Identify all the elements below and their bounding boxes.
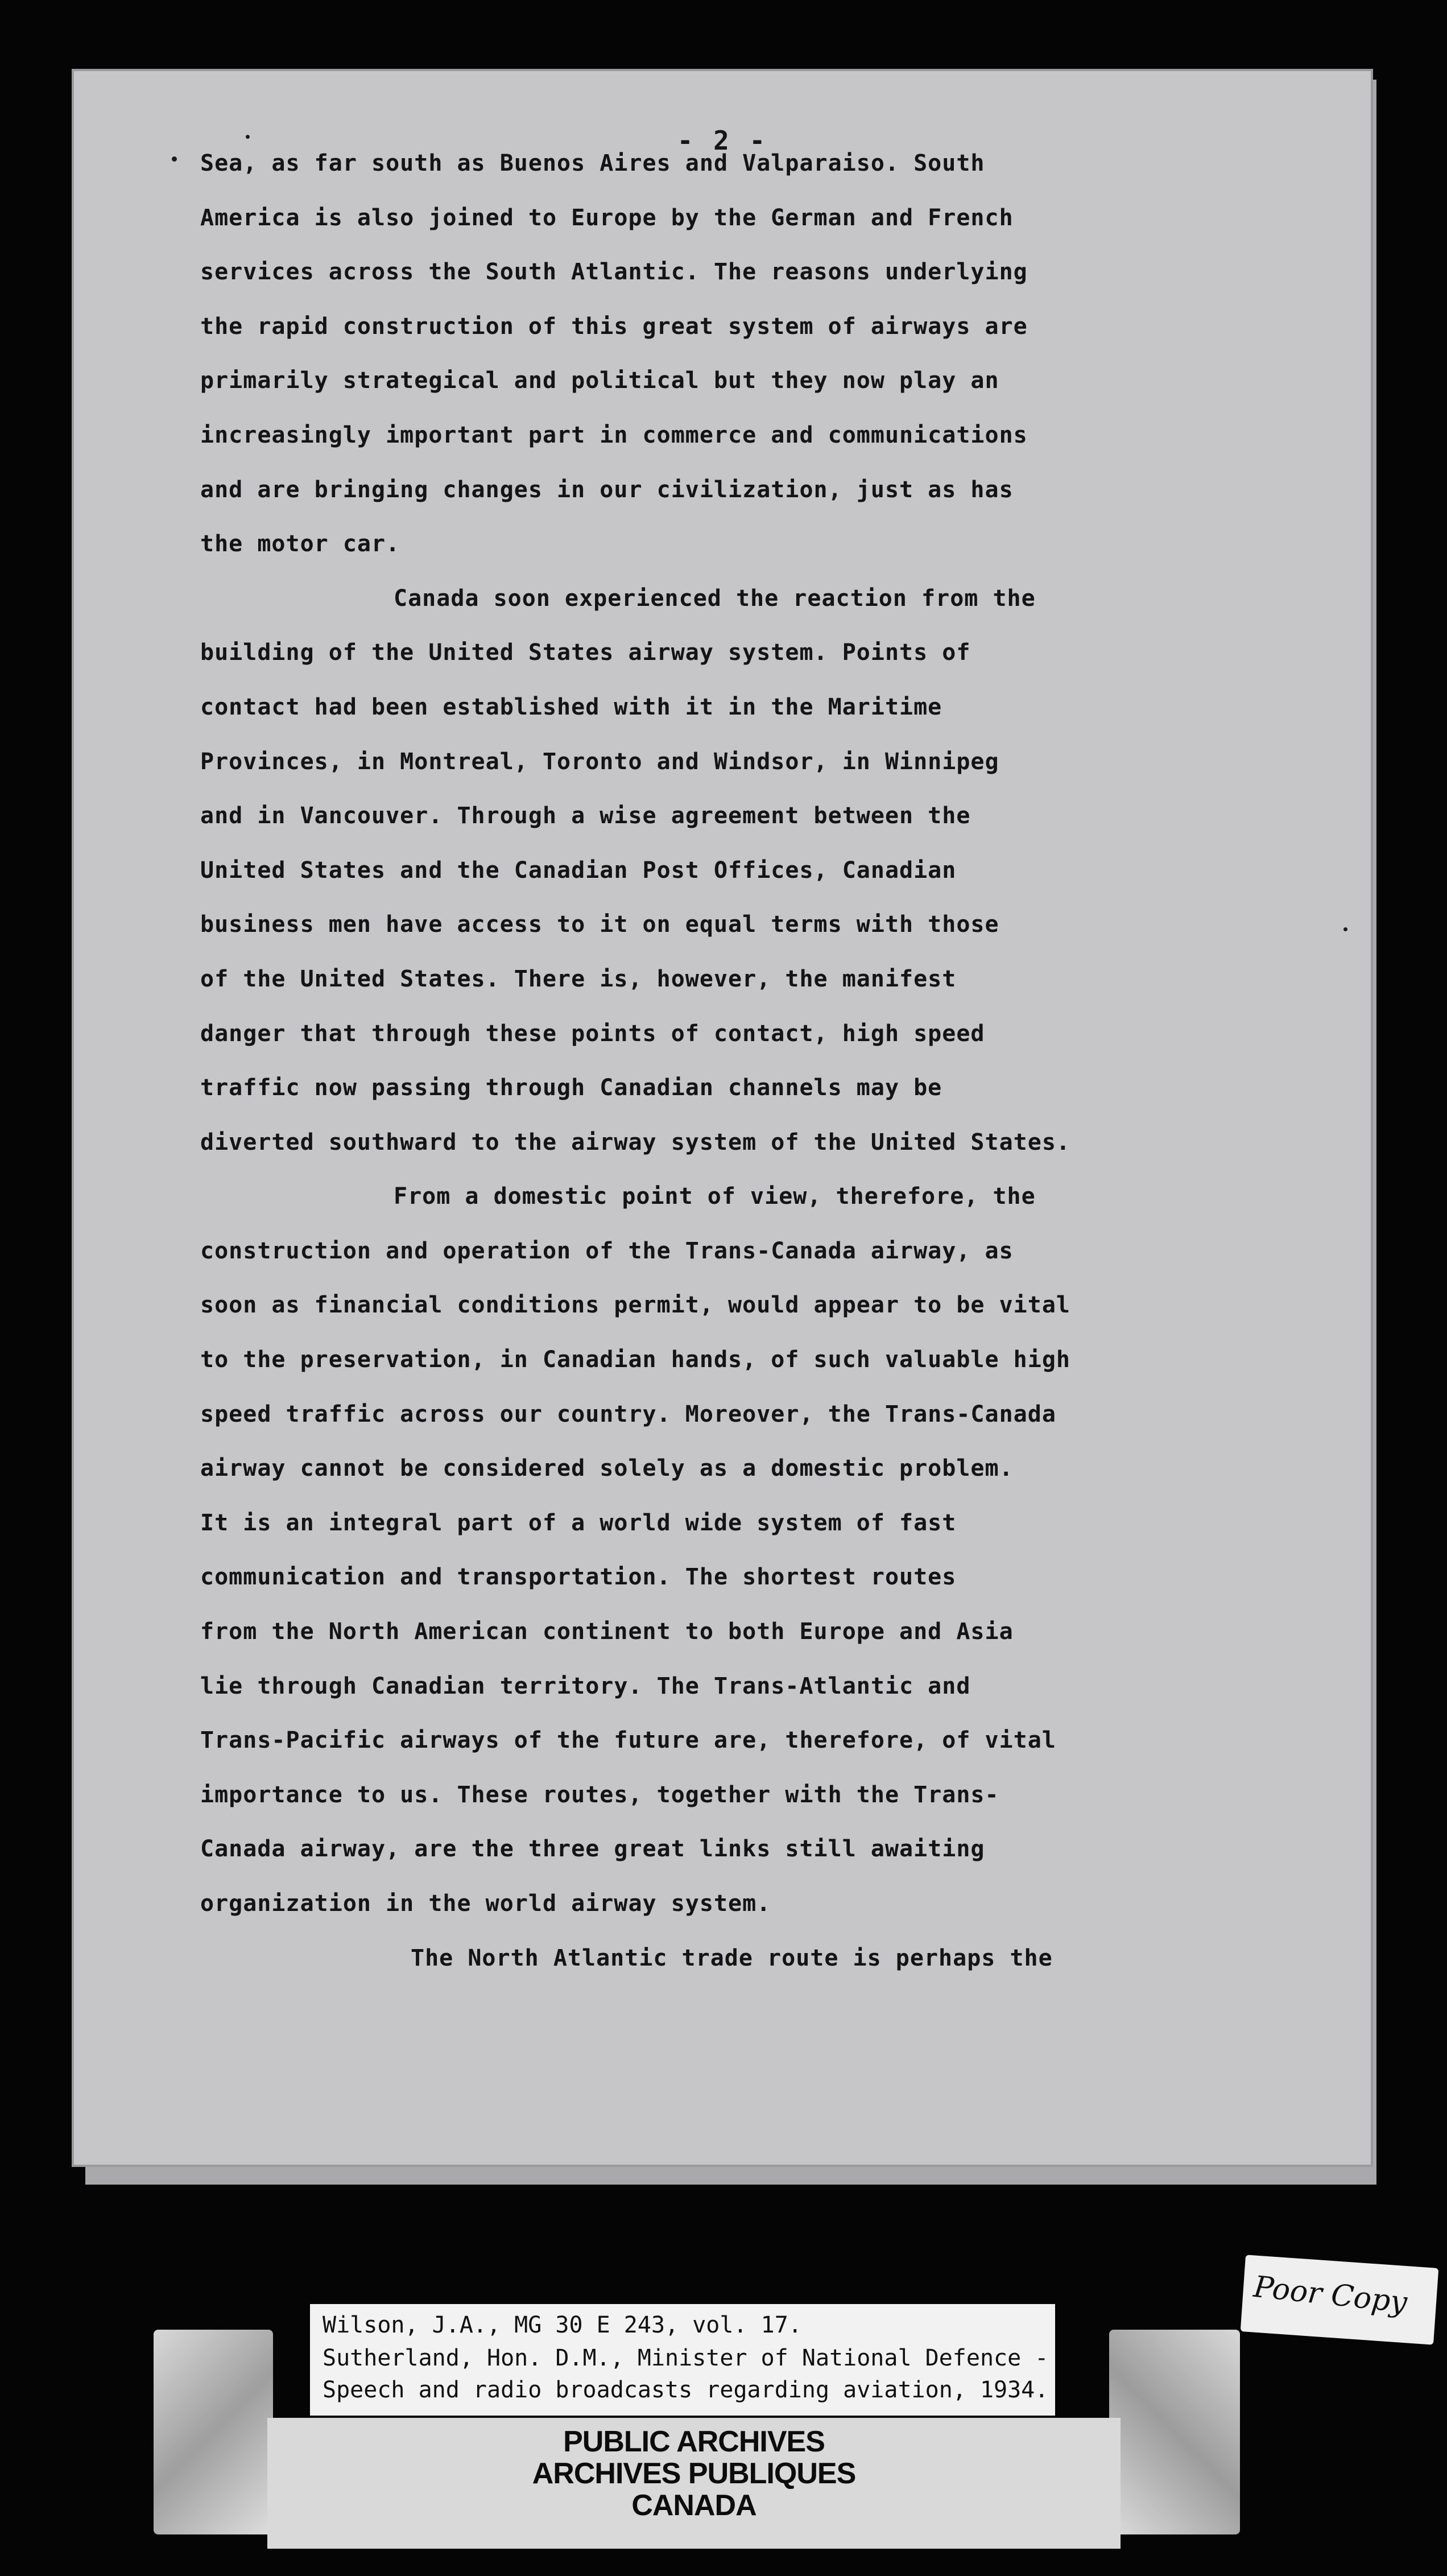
archive-stamp-line: PUBLIC ARCHIVES xyxy=(563,2425,825,2458)
text-line: Canada airway, are the three great links still awaiting xyxy=(200,1836,985,1863)
text-line: the motor car. xyxy=(200,531,400,558)
text-line: speed traffic across our country. Moreover, the Trans-Canada xyxy=(200,1401,1056,1427)
text-line: traffic now passing through Canadian channels may be xyxy=(200,1075,942,1101)
text-line: It is an integral part of a world wide system of fast xyxy=(200,1509,957,1536)
text-line: to the preservation, in Canadian hands, of such valuable high xyxy=(200,1347,1071,1373)
text-line: airway cannot be considered solely as a domestic problem. xyxy=(200,1455,1014,1482)
text-line: organization in the world airway system. xyxy=(200,1890,771,1917)
typed-text-body xyxy=(200,137,1281,1985)
text-line: and in Vancouver. Through a wise agreement between the xyxy=(200,803,971,829)
text-line: From a domestic point of view, therefore, the xyxy=(394,1183,1036,1210)
archive-reference-label xyxy=(310,2304,1055,2416)
archive-label-line: Speech and radio broadcasts regarding aviation, 1934. xyxy=(323,2377,1049,2403)
text-line: America is also joined to Europe by the German and French xyxy=(200,204,1014,231)
text-line: construction and operation of the Trans-Canada airway, as xyxy=(200,1237,1014,1264)
dust-speck xyxy=(172,156,177,162)
text-line: communication and transportation. The shortest routes xyxy=(200,1564,957,1591)
text-line: increasingly important part in commerce and communications xyxy=(200,422,1028,448)
archive-label-line: Wilson, J.A., MG 30 E 243, vol. 17. xyxy=(323,2312,802,2338)
text-line: the rapid construction of this great system of airways are xyxy=(200,313,1028,340)
text-line: contact had been established with it in the Maritime xyxy=(200,693,942,720)
text-line: from the North American continent to both Europe and Asia xyxy=(200,1619,1014,1645)
text-line: Canada soon experienced the reaction from the xyxy=(394,585,1036,612)
text-line: soon as financial conditions permit, would appear to be vital xyxy=(200,1292,1071,1319)
text-line: and are bringing changes in our civilization, just as has xyxy=(200,476,1014,503)
text-line: lie through Canadian territory. The Trans-Atlantic and xyxy=(200,1673,971,1699)
archive-stamp-line: ARCHIVES PUBLIQUES xyxy=(532,2457,856,2490)
text-line: The North Atlantic trade route is perhaps the xyxy=(411,1945,1053,1971)
poor-copy-text: Poor Copy xyxy=(1252,2269,1409,2320)
text-line: importance to us. These routes, together with the Trans- xyxy=(200,1781,999,1808)
text-line: business men have access to it on equal terms with those xyxy=(200,911,999,938)
dust-speck xyxy=(1343,927,1347,931)
text-line: building of the United States airway system. Points of xyxy=(200,639,971,666)
text-line: Trans-Pacific airways of the future are, therefore, of vital xyxy=(200,1727,1056,1754)
poor-copy-note xyxy=(1241,2255,1439,2344)
archive-label-line: Sutherland, Hon. D.M., Minister of National Defence - xyxy=(323,2345,1049,2371)
text-line: Provinces, in Montreal, Toronto and Windsor, in Winnipeg xyxy=(200,748,999,775)
text-line: services across the South Atlantic. The reasons underlying xyxy=(200,259,1028,286)
page-number: - 2 - xyxy=(677,125,768,156)
tape-left xyxy=(154,2330,273,2534)
archive-stamp-line: CANADA xyxy=(631,2489,756,2522)
text-line: danger that through these points of contact, high speed xyxy=(200,1020,985,1047)
text-line: United States and the Canadian Post Offices, Canadian xyxy=(200,857,957,884)
tape-right xyxy=(1109,2330,1240,2534)
text-line: diverted southward to the airway system of the United States. xyxy=(200,1129,1071,1155)
text-line: of the United States. There is, however, the manifest xyxy=(200,965,957,992)
text-line: Sea, as far south as Buenos Aires and Valparaiso. South xyxy=(200,150,985,176)
text-line: primarily strategical and political but they now play an xyxy=(200,368,999,394)
